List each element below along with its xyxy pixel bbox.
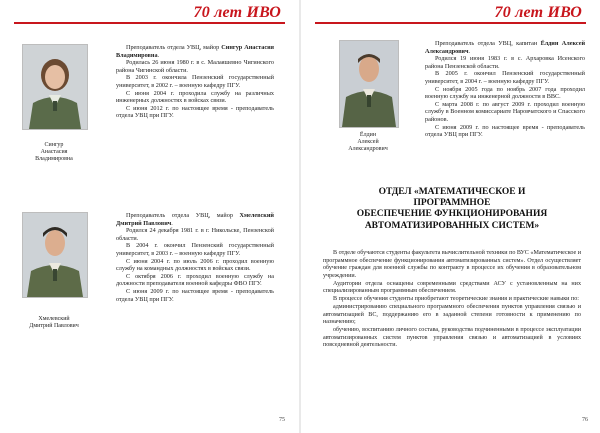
header-title: 70 лет ИВО bbox=[193, 4, 281, 21]
caption-line: Сингур bbox=[44, 142, 64, 148]
body-paragraph: обучению, воспитанию личного состава, руководства подчиненными в процессе эксплуатации автоматизированных систем пунктов управления связью и автоматизацией в условиях повседневной деятельности. bbox=[323, 327, 581, 348]
bio-yoldin bbox=[425, 40, 585, 139]
portrait-male-icon bbox=[340, 41, 398, 127]
section-title-line: ПРОГРАММНОЕ bbox=[413, 198, 491, 209]
bio-paragraph: С июня 2004 г. по июль 2006 г. проходил военную службу на командных должностях в войсках связи. bbox=[116, 257, 274, 273]
caption-line: Александрович bbox=[348, 146, 388, 153]
bio-paragraph: С июня 2009 г. по настоящее время - преподаватель отдела УВЦ при ПГУ. bbox=[425, 123, 585, 139]
bio-sinhur bbox=[116, 44, 274, 120]
bio-intro: Преподаватель отдела УВЦ, майор Сингур Анастасия Владимировна. bbox=[116, 44, 274, 59]
bio-intro: Преподаватель отдела УВЦ, капитан Ёлдин Алексей Александрович. bbox=[425, 40, 586, 55]
photo-caption-3 bbox=[327, 132, 409, 154]
bio-paragraph: В 2003 г. окончила Пензенский государственный университет, в 2002 г. – военную кафедру ПГУ. bbox=[116, 74, 274, 89]
body-paragraph: В отделе обучаются студенты факультета вычислительной техники по ВУС «Математическое и программное обеспечение функционирования автоматизированных систем». Отдел осуществляет обучение граждан для военной службы по контракту в процессе их обучения в образовательном учреждении. bbox=[323, 250, 581, 279]
caption-line: Дмитрий Павлович bbox=[29, 323, 79, 330]
photo-caption-2 bbox=[12, 316, 96, 330]
bio-paragraph: С июня 2009 г. по настоящее время - преподаватель отдела УВЦ при ПГУ. bbox=[116, 287, 274, 303]
bio-paragraph: В 2004 г. окончил Пензенский государственный университет, в 2003 г. – военную кафедру ПГУ. bbox=[116, 242, 274, 257]
portrait-photo-sinhur bbox=[22, 44, 88, 130]
bio-paragraph: Родился 24 декабря 1981 г. в г. Никольске, Пензенской области. bbox=[116, 227, 274, 242]
header-title: 70 лет ИВО bbox=[494, 4, 582, 21]
caption-line: Владимировна bbox=[35, 156, 73, 163]
caption-line: Ёлдин bbox=[359, 132, 377, 138]
section-title-line: ОТДЕЛ «МАТЕМАТИЧЕСКОЕ И bbox=[378, 187, 526, 197]
header-rule bbox=[14, 22, 285, 24]
bio-paragraph: С июня 2012 г. по настоящее время - преподаватель отдела УВЦ при ПГУ. bbox=[116, 104, 274, 120]
body-paragraph: администрированию специального программного обеспечения пунктов управления связью и автоматизацией ВС, поддержанию его в заданной степени готовности к применению по назначению; bbox=[323, 304, 581, 325]
portrait-photo-yoldin bbox=[339, 40, 399, 128]
body-paragraph: Аудитории отдела оснащены современными средствами АСУ с установленным на них специализированным программным обеспечением. bbox=[323, 280, 581, 294]
caption-line: Алексей bbox=[357, 139, 379, 146]
page-header bbox=[301, 0, 600, 24]
bio-intro: Преподаватель отдела УВЦ, майор Хмелевский Дмитрий Павлович. bbox=[116, 212, 274, 227]
page-header bbox=[0, 0, 299, 24]
section-title bbox=[329, 187, 575, 232]
bio-paragraph: С марта 2008 г. по август 2009 г. проходил военную службу в Военном комиссариате Наровчатского и Спасского районов. bbox=[425, 100, 585, 123]
section-title-line: АВТОМАТИЗИРОВАННЫХ СИСТЕМ» bbox=[364, 220, 540, 231]
section-body bbox=[323, 250, 581, 350]
photo-caption-1 bbox=[12, 142, 96, 164]
portrait-male-icon bbox=[23, 213, 87, 297]
page-right bbox=[301, 0, 600, 433]
bio-khmelevsky bbox=[116, 212, 274, 303]
bio-paragraph: В 2005 г. окончил Пензенский государственный университет, в 2004 г. – военную кафедру ПГУ. bbox=[425, 70, 585, 85]
bio-paragraph: Родилась 26 июня 1980 г. в с. Малаяшевно Чигинского района Чигинской области. bbox=[116, 59, 274, 74]
header-rule bbox=[315, 22, 586, 24]
section-title-line: ОБЕСПЕЧЕНИЕ ФУНКЦИОНИРОВАНИЯ bbox=[356, 209, 548, 220]
caption-line: Хмелевский bbox=[38, 316, 70, 322]
bio-paragraph: С ноября 2005 года по ноябрь 2007 года проходил военную службу на инженерной должности в ВВС. bbox=[425, 85, 585, 101]
bio-paragraph: С октября 2006 г. проходил военную службу на должности преподавателя военной кафедры ФВО ПГУ. bbox=[116, 272, 274, 288]
body-paragraph: В процессе обучения студенты приобретают теоретические знания и практические навыки по: bbox=[333, 296, 579, 302]
portrait-female-icon bbox=[23, 45, 87, 129]
portrait-photo-khmelevsky bbox=[22, 212, 88, 298]
page-left bbox=[0, 0, 299, 433]
caption-line: Анастасия bbox=[40, 149, 68, 156]
page-number: 76 bbox=[582, 417, 588, 423]
page-number: 75 bbox=[279, 417, 285, 423]
bio-paragraph: С июня 2004 г. проходила службу на различных инженерных должностях в войсках связи. bbox=[116, 89, 274, 105]
bio-paragraph: Родился 19 июня 1983 г. в с. Архаровка Исенского района Пензенской области. bbox=[425, 55, 585, 70]
